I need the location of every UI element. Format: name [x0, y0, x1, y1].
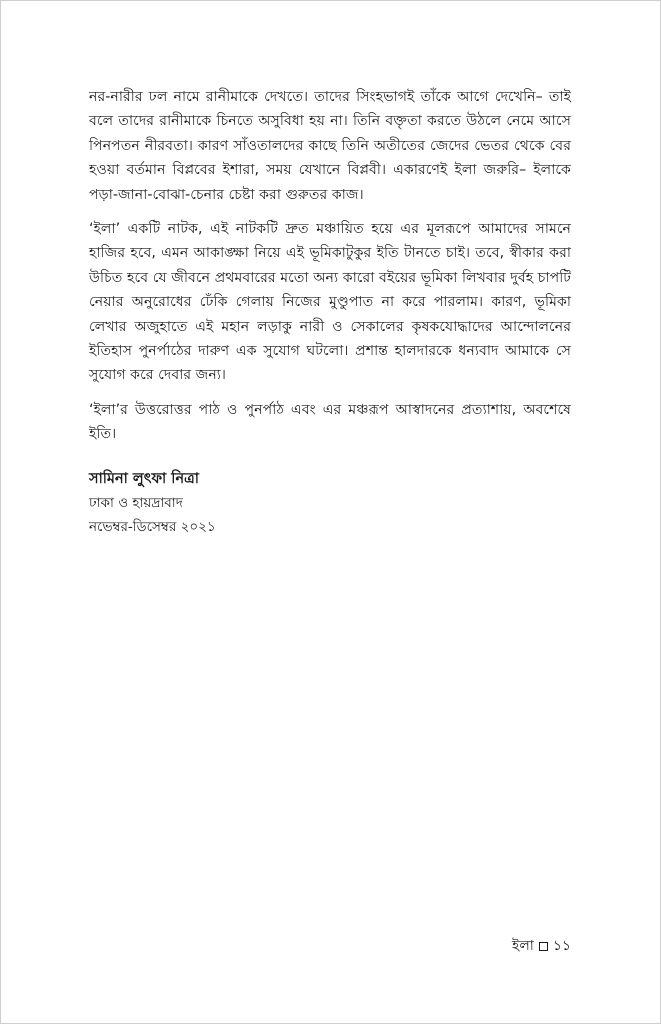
signature-block: [89, 467, 571, 539]
paragraph-2: ‘ইলা’ একটি নাটক, এই নাটকটি দ্রুত মঞ্চায়িত হয়ে এর মূলরূপে আমাদের সামনে হাজির হবে, এমন আকাঙ্ক্ষা নিয়ে এই ভূমিকাটুকুর ইতি টানতে চাই। তবে, স্বীকার করা উচিত হবে যে জীবনে প্রথমবারের মতো অন্য কারো বইয়ের ভূমিকা লিখবার দুর্বহ চাপটি নেয়ার অনুরোধের ঢেঁকি গেলায় নিজের মুণ্ডুপাত না করে পারলাম। কারণ, ভূমিকা লেখার অজুহাতে এই মহান লড়াকু নারী ও সেকালের কৃষকযোদ্ধাদের আন্দোলনের ইতিহাস পুনর্পাঠের দারুণ এক সুযোগ ঘটলো। প্রশান্ত হালদারকে ধন্যবাদ আমাকে সে সুযোগ করে দেবার জন্য।: [89, 221, 571, 384]
paragraph-3: ‘ইলা’র উত্তরোত্তর পাঠ ও পুনর্পাঠ এবং এর মঞ্চরূপ আস্বাদনের প্রত্যাশায়, অবশেষে ইতি।: [89, 401, 571, 443]
author-name: সামিনা লুৎফা নিত্রা: [89, 471, 199, 487]
author-place: ঢাকা ও হায়দ্রাবাদ: [89, 495, 183, 511]
paragraph-1: নর-নারীর ঢল নামে রানীমাকে দেখতে। তাদের সিংহভাগই তাঁকে আগে দেখেনি– তাই বলে তাদের রানীমাকে চিনতে অসুবিধা হয় না। তিনি বক্তৃতা করতে উঠলে নেমে আসে পিনপতন নীরবতা। কারণ সাঁওতালদের কাছে তিনি অতীতের জেদের ভেতর থেকে বের হওয়া বর্তমান বিপ্লবের ইশারা, সময় যেখানে বিপ্লবী। একারণেই ইলা জরুরি– ইলাকে পড়া-জানা-বোঝা-চেনার চেষ্টা করা গুরুতর কাজ।: [89, 89, 571, 203]
running-title: ইলা: [512, 938, 534, 954]
square-box-icon: [539, 942, 548, 951]
author-date: নভেম্বর-ডিসেম্বর ২০২১: [89, 519, 216, 535]
page-number: ১১: [552, 938, 571, 954]
page-footer: [512, 936, 571, 956]
body-text: [89, 85, 571, 457]
